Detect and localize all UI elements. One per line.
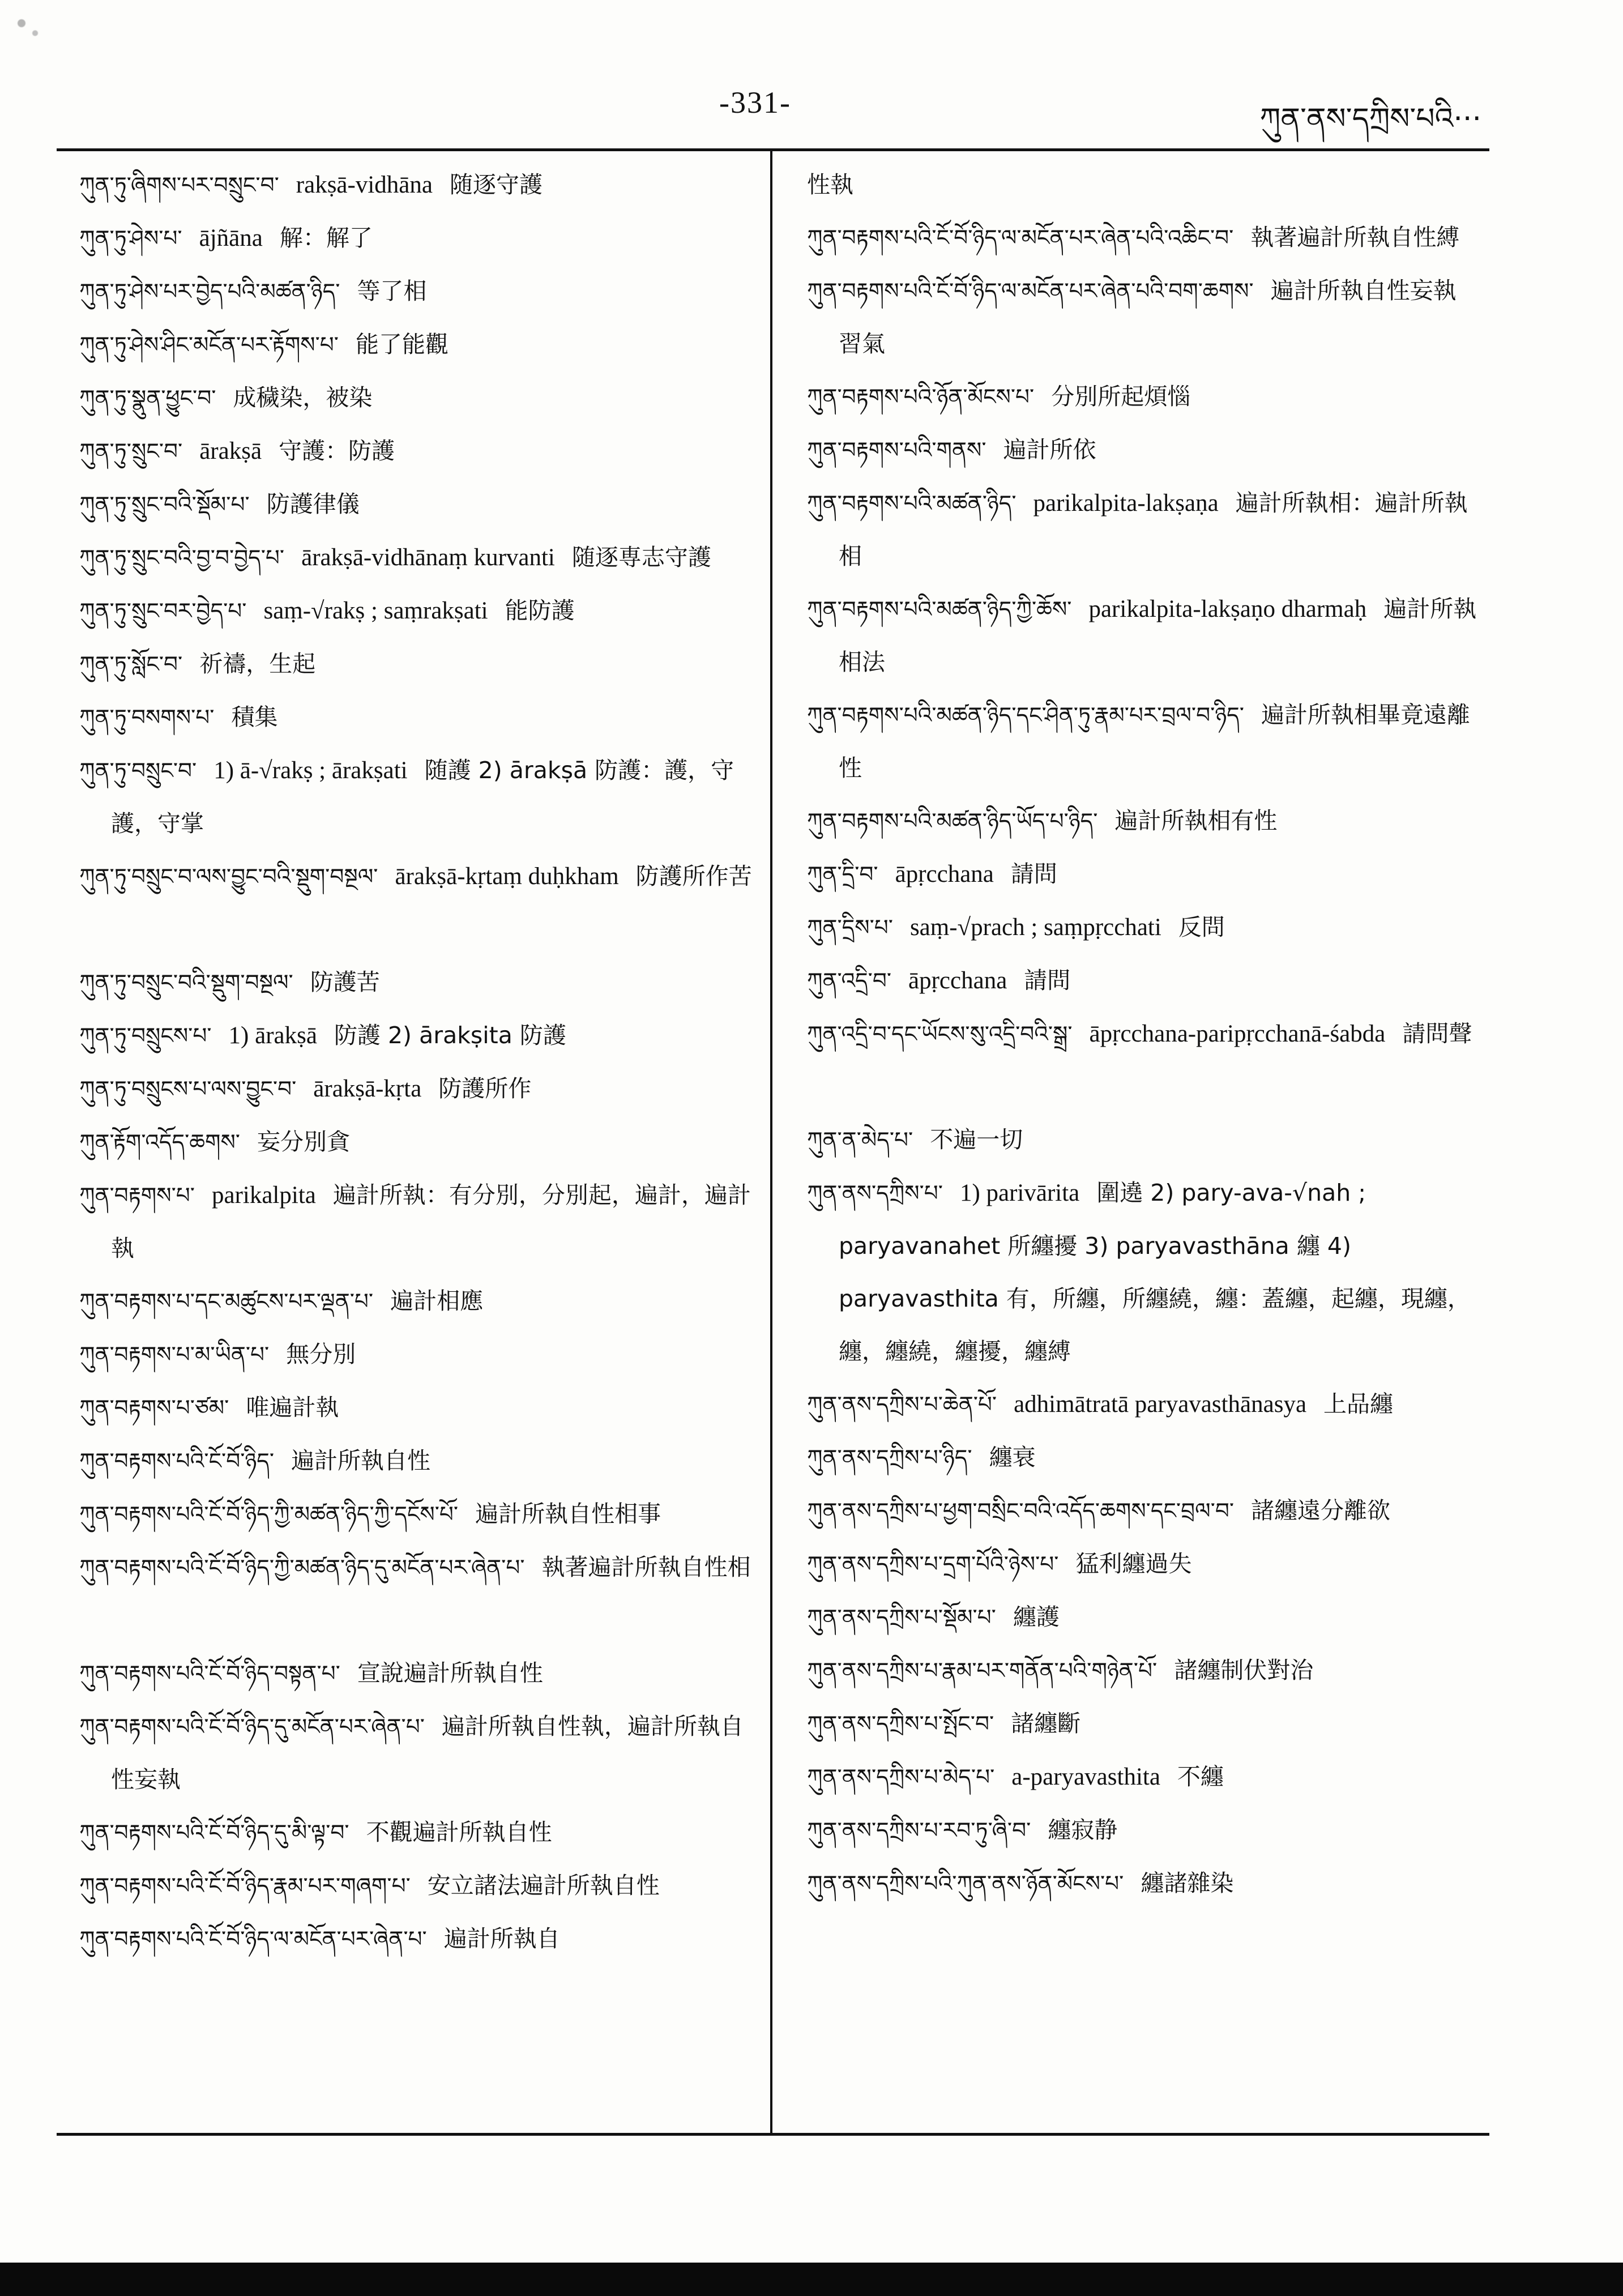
chinese-gloss: 安立諸法遍計所執自性 bbox=[427, 1872, 660, 1899]
dictionary-entry bbox=[807, 1167, 1478, 1378]
dictionary-entry bbox=[79, 212, 756, 265]
dictionary-entry bbox=[79, 638, 756, 691]
tibetan-headword: ཀུན་ནས་དཀྲིས་པ་སྡོམ་པ་ bbox=[807, 1605, 996, 1631]
dictionary-entry bbox=[79, 1381, 756, 1435]
tibetan-headword: ཀུན་བརྟགས་པའི་ངོ་བོ་ཉིད་ཀྱི་མཚན་ཉིད་དུ་མངོན་པར་ཞེན་པ་ bbox=[79, 1555, 525, 1581]
tibetan-headword: ཀུན་ནས་དཀྲིས་པ་ཆེན་པོ་ bbox=[807, 1392, 997, 1418]
tibetan-headword: ཀུན་རྟོག་འདོད་ཆགས་ bbox=[79, 1130, 240, 1155]
tibetan-headword: ཀུན་ཏུ་སྲུང་བར་བྱེད་པ་ bbox=[79, 599, 247, 624]
right-column bbox=[807, 159, 1478, 1910]
chinese-gloss: 随逐専志守護 bbox=[571, 544, 711, 571]
dictionary-entry bbox=[807, 1751, 1478, 1804]
tibetan-headword: ཀུན་འདྲི་བ་ bbox=[807, 968, 892, 994]
chinese-gloss: 纏護 bbox=[1013, 1603, 1060, 1631]
dictionary-entry bbox=[79, 1806, 756, 1859]
chinese-gloss: 遍計所執自 bbox=[443, 1925, 560, 1952]
left-column bbox=[79, 159, 756, 1966]
sanskrit-equivalent: 1) ārakṣā bbox=[228, 1022, 317, 1049]
tibetan-headword: ཀུན་ནས་དཀྲིས་པ་རབ་ཏུ་ཞི་བ་ bbox=[807, 1818, 1031, 1843]
dictionary-entry bbox=[807, 1008, 1478, 1113]
chinese-gloss: 妄分別貪 bbox=[257, 1128, 350, 1155]
dictionary-entry bbox=[807, 583, 1478, 689]
dictionary-entry bbox=[79, 1647, 756, 1700]
chinese-gloss: 上品纏 bbox=[1323, 1390, 1394, 1418]
dictionary-entry bbox=[79, 531, 756, 584]
dictionary-entry bbox=[807, 370, 1478, 424]
page-number: -331- bbox=[719, 86, 791, 120]
chinese-gloss: 請問聲 bbox=[1402, 1020, 1472, 1047]
tibetan-headword: ཀུན་བརྟགས་པའི་མཚན་ཉིད་ bbox=[807, 491, 1016, 517]
chinese-gloss: 不觀遍計所執自性 bbox=[366, 1819, 552, 1846]
tibetan-headword: ཀུན་ནས་དཀྲིས་པ་རྣམ་པར་གནོན་པའི་གཉེན་པོ་ bbox=[807, 1658, 1158, 1684]
sanskrit-equivalent: 1) ā-√rakṣ ; ārakṣati bbox=[213, 757, 408, 784]
chinese-gloss: 請問 bbox=[1010, 860, 1057, 887]
chinese-gloss: 纏寂静 bbox=[1048, 1816, 1118, 1843]
dictionary-entry bbox=[807, 1484, 1478, 1538]
sanskrit-equivalent: saṃ-√rakṣ ; saṃrakṣati bbox=[263, 598, 488, 624]
tibetan-headword: ཀུན་དྲིས་པ་ bbox=[807, 915, 893, 941]
dictionary-entry bbox=[79, 1116, 756, 1169]
chinese-gloss: 随逐守護 bbox=[449, 171, 543, 198]
tibetan-headword: ཀུན་བརྟགས་པའི་ངོ་བོ་ཉིད་ལ་མངོན་པར་ཞེན་པའི་བག་ཆགས་ bbox=[807, 279, 1254, 304]
dictionary-entry bbox=[79, 1328, 756, 1381]
chinese-gloss: 執著遍計所執自性相 bbox=[541, 1554, 751, 1581]
tibetan-headword: ཀུན་ཏུ་ཤེས་པ་ bbox=[79, 226, 182, 251]
tibetan-headword: ཀུན་བརྟགས་པའི་མཚན་ཉིད་ཀྱི་ཆོས་ bbox=[807, 597, 1072, 622]
tibetan-headword: ཀུན་དྲི་བ་ bbox=[807, 862, 878, 887]
chinese-gloss: 遍計所執自性執，遍計所執自性妄執 bbox=[111, 1713, 744, 1793]
dictionary-entry bbox=[79, 372, 756, 425]
chinese-gloss: 圍遶 2) pary-ava-√nah ; paryavanahet 所纏擾 3) paryavasthāna 纏 4) paryavasthita 有，所纏，所纏繞，纏：蓋纏，起纏，現纏，纏，纏繞，纏擾，纏縛 bbox=[839, 1179, 1471, 1365]
dictionary-entry bbox=[807, 1644, 1478, 1697]
tibetan-headword: ཀུན་ཏུ་སྲུང་བའི་སྡོམ་པ་ bbox=[79, 492, 250, 518]
tibetan-headword: ཀུན་བརྟགས་པ་ཙམ་ bbox=[79, 1395, 229, 1421]
chinese-gloss: 遍計所執相：遍計所執相 bbox=[839, 489, 1468, 570]
dictionary-entry bbox=[79, 1700, 756, 1806]
chinese-gloss: 遍計所執相有性 bbox=[1114, 807, 1278, 834]
tibetan-headword: ཀུན་ཏུ་ཤེས་ཤིང་མངོན་པར་རྟོགས་པ་ bbox=[79, 332, 339, 358]
dictionary-entry bbox=[79, 1541, 756, 1647]
sanskrit-equivalent: a-paryavasthita bbox=[1011, 1764, 1160, 1790]
dictionary-entry bbox=[807, 795, 1478, 848]
chinese-gloss: 執著遍計所執自性縛 bbox=[1250, 224, 1460, 251]
dictionary-entry bbox=[79, 744, 756, 850]
sanskrit-equivalent: parikalpita bbox=[211, 1182, 316, 1209]
chinese-gloss: 成穢染，被染 bbox=[233, 384, 373, 411]
sanskrit-equivalent: 1) parivārita bbox=[959, 1180, 1080, 1206]
tibetan-headword: ཀུན་ཏུ་ཞིགས་པར་བསྲུང་བ་ bbox=[79, 173, 279, 198]
chinese-gloss: 不遍一切 bbox=[930, 1126, 1023, 1153]
chinese-gloss: 遍計所執：有分別，分別起，遍計，遍計執 bbox=[111, 1181, 751, 1262]
chinese-gloss: 防護 2) ārakṣita 防護 bbox=[334, 1022, 566, 1049]
chinese-gloss: 性執 bbox=[807, 171, 853, 198]
tibetan-headword: ཀུན་ནས་དཀྲིས་པ་ bbox=[807, 1181, 943, 1206]
footer-rule bbox=[57, 2133, 1489, 2136]
dictionary-entry bbox=[79, 1275, 756, 1328]
tibetan-headword: ཀུན་ན་མེད་པ་ bbox=[807, 1128, 913, 1153]
chinese-gloss: 等了相 bbox=[357, 278, 427, 305]
dictionary-entry bbox=[807, 1697, 1478, 1751]
dictionary-entry bbox=[79, 691, 756, 744]
chinese-gloss: 纏衰 bbox=[989, 1444, 1036, 1471]
chinese-gloss: 積集 bbox=[231, 703, 278, 731]
chinese-gloss: 唯遍計執 bbox=[246, 1394, 339, 1421]
tibetan-headword: ཀུན་བརྟགས་པའི་ངོ་བོ་ཉིད་ཀྱི་མཚན་ཉིད་ཀྱི་དངོས་པོ་ bbox=[79, 1502, 459, 1527]
tibetan-headword: ཀུན་ཏུ་སྲུང་བའི་བྱ་བ་བྱེད་པ་ bbox=[79, 545, 285, 571]
chinese-gloss: 宣說遍計所執自性 bbox=[357, 1659, 543, 1687]
chinese-gloss: 諸纏斷 bbox=[1011, 1710, 1081, 1737]
chinese-gloss: 諸纏遠分離欲 bbox=[1251, 1497, 1391, 1524]
scan-edge-bar bbox=[0, 2263, 1623, 2296]
tibetan-headword: ཀུན་བརྟགས་པའི་ཉོན་མོངས་པ་ bbox=[807, 385, 1035, 410]
dictionary-entry bbox=[807, 689, 1478, 795]
dictionary-entry bbox=[807, 954, 1478, 1008]
chinese-gloss: 能了能觀 bbox=[355, 331, 449, 358]
chinese-gloss: 纏諸雜染 bbox=[1141, 1870, 1234, 1897]
chinese-gloss: 遍計所執自性相事 bbox=[475, 1500, 661, 1527]
sanskrit-equivalent: adhimātratā paryavasthānasya bbox=[1014, 1391, 1307, 1418]
dictionary-entry bbox=[79, 265, 756, 318]
chinese-gloss: 随護 2) ārakṣā 防護：護，守護，守掌 bbox=[111, 757, 734, 837]
sanskrit-equivalent: āpṛcchana bbox=[908, 967, 1007, 994]
dictionary-entry bbox=[79, 1488, 756, 1541]
tibetan-headword: ཀུན་བརྟགས་པའི་མཚན་ཉིད་དང་ཤིན་ཏུ་རྣམ་པར་བྲལ་བ་ཉིད་ bbox=[807, 703, 1244, 728]
sanskrit-equivalent: ārakṣā-vidhānaṃ kurvanti bbox=[301, 544, 555, 571]
chinese-gloss: 猛利纏過失 bbox=[1075, 1550, 1192, 1577]
tibetan-headword: ཀུན་བརྟགས་པ་དང་མཚུངས་པར་ལྡན་པ་ bbox=[79, 1289, 374, 1315]
tibetan-headword: ཀུན་ནས་དཀྲིས་པ་ཕྱག་བསྲིང་བའི་འདོད་ཆགས་དང་བྲལ་བ་ bbox=[807, 1499, 1235, 1524]
dictionary-entry bbox=[807, 477, 1478, 583]
tibetan-headword: ཀུན་བརྟགས་པའི་མཚན་ཉིད་ཡོད་པ་ཉིད་ bbox=[807, 809, 1098, 834]
dictionary-entry bbox=[807, 901, 1478, 954]
dictionary-entry bbox=[79, 584, 756, 638]
tibetan-headword: ཀུན་ཏུ་ཤེས་པར་བྱེད་པའི་མཚན་ཉིད་ bbox=[79, 279, 340, 305]
tibetan-headword: ཀུན་ཏུ་སྣུན་ཕྱུང་བ་ bbox=[79, 386, 216, 411]
tibetan-headword: ཀུན་བརྟགས་པའི་ངོ་བོ་ཉིད་བསྟན་པ་ bbox=[79, 1661, 340, 1687]
chinese-gloss: 遍計所依 bbox=[1003, 436, 1096, 463]
dictionary-entry bbox=[79, 1009, 756, 1062]
tibetan-headword: ཀུན་བརྟགས་པའི་ངོ་བོ་ཉིད་དུ་མངོན་པར་ཞེན་པ་ bbox=[79, 1714, 425, 1740]
sanskrit-equivalent: parikalpita-lakṣaṇo dharmaḥ bbox=[1088, 596, 1367, 622]
dictionary-entry bbox=[807, 1804, 1478, 1857]
dictionary-entry bbox=[807, 159, 1478, 211]
tibetan-headword: ཀུན་ནས་དཀྲིས་པ་སྤོང་བ་ bbox=[807, 1712, 994, 1737]
chinese-gloss: 遍計所執自性妄執習氣 bbox=[839, 277, 1457, 357]
tibetan-headword: ཀུན་ཏུ་བསྲུང་བ་ bbox=[79, 758, 197, 784]
dictionary-entry bbox=[79, 956, 756, 1009]
dictionary-entry bbox=[79, 159, 756, 212]
tibetan-headword: ཀུན་ཏུ་བསྲུངས་པ་ལས་བྱུང་བ་ bbox=[79, 1077, 297, 1102]
tibetan-headword: ཀུན་ཏུ་བསྲུང་བའི་སྡུག་བསྔལ་ bbox=[79, 970, 293, 996]
dictionary-entry bbox=[79, 850, 756, 956]
dictionary-entry bbox=[79, 1169, 756, 1275]
chinese-gloss: 防護所作苦 bbox=[635, 863, 752, 890]
chinese-gloss: 守護：防護 bbox=[279, 437, 395, 464]
tibetan-headword: ཀུན་ཏུ་སྲུང་བ་ bbox=[79, 439, 183, 464]
dictionary-entry bbox=[807, 424, 1478, 477]
chinese-gloss: 遍計所執自性 bbox=[291, 1447, 431, 1474]
sanskrit-equivalent: āpṛcchana-paripṛcchanā-śabda bbox=[1089, 1021, 1386, 1047]
dictionary-entry bbox=[807, 211, 1478, 264]
dictionary-entry bbox=[79, 425, 756, 478]
tibetan-headword: ཀུན་བརྟགས་པའི་གནས་ bbox=[807, 438, 986, 463]
tibetan-headword: ཀུན་བརྟགས་པའི་ངོ་བོ་ཉིད་དུ་མི་ལྟ་བ་ bbox=[79, 1820, 349, 1846]
tibetan-headword: ཀུན་ཏུ་སློང་བ་ bbox=[79, 652, 183, 677]
sanskrit-equivalent: ājñāna bbox=[199, 225, 263, 251]
chinese-gloss: 不纏 bbox=[1177, 1763, 1224, 1790]
chinese-gloss: 防護律儀 bbox=[266, 490, 360, 518]
dictionary-entry bbox=[807, 1538, 1478, 1591]
chinese-gloss: 遍計所執相畢竟遠離性 bbox=[839, 701, 1470, 782]
tibetan-headword: ཀུན་འདྲི་བ་དང་ཡོངས་སུ་འདྲི་བའི་སྒྲ་ bbox=[807, 1022, 1073, 1047]
dictionary-entry bbox=[807, 1857, 1478, 1910]
column-divider bbox=[770, 148, 772, 2134]
dictionary-entry bbox=[79, 1435, 756, 1488]
sanskrit-equivalent: parikalpita-lakṣaṇa bbox=[1033, 490, 1219, 517]
tibetan-headword: ཀུན་བརྟགས་པའི་ངོ་བོ་ཉིད་ལ་མངོན་པར་ཞེན་པ་ bbox=[79, 1927, 427, 1952]
chinese-gloss: 防護所作 bbox=[438, 1075, 532, 1102]
chinese-gloss: 遍計相應 bbox=[390, 1287, 484, 1315]
tibetan-headword: ཀུན་བརྟགས་པའི་ངོ་བོ་ཉིད་ bbox=[79, 1449, 275, 1474]
chinese-gloss: 反問 bbox=[1178, 914, 1225, 941]
dictionary-entry bbox=[79, 1062, 756, 1116]
chinese-gloss: 請問 bbox=[1024, 967, 1071, 994]
dictionary-entry bbox=[807, 264, 1478, 370]
running-head: ཀུན་ནས་དཀྲིས་པའི··· bbox=[1259, 102, 1481, 136]
tibetan-headword: ཀུན་བརྟགས་པའི་ངོ་བོ་ཉིད་རྣམ་པར་གཞག་པ་ bbox=[79, 1873, 411, 1899]
dictionary-entry bbox=[807, 1378, 1478, 1431]
sanskrit-equivalent: āpṛcchana bbox=[895, 861, 994, 887]
sanskrit-equivalent: ārakṣā-kṛtaṃ duḥkham bbox=[395, 863, 619, 890]
chinese-gloss: 遍計所執相法 bbox=[839, 595, 1477, 676]
tibetan-headword: ཀུན་ནས་དཀྲིས་པ་དྲག་པོའི་ཉེས་པ་ bbox=[807, 1552, 1059, 1577]
tibetan-headword: ཀུན་ཏུ་བསྲུངས་པ་ bbox=[79, 1023, 212, 1049]
dictionary-entry bbox=[807, 848, 1478, 901]
chinese-gloss: 無分別 bbox=[286, 1341, 356, 1368]
tibetan-headword: ཀུན་ནས་དཀྲིས་པ་མེད་པ་ bbox=[807, 1765, 995, 1790]
sanskrit-equivalent: rakṣā-vidhāna bbox=[296, 172, 433, 198]
dictionary-entry bbox=[79, 478, 756, 531]
tibetan-headword: ཀུན་བརྟགས་པ་ bbox=[79, 1183, 195, 1209]
sanskrit-equivalent: ārakṣā-kṛta bbox=[313, 1076, 422, 1102]
dictionary-entry bbox=[807, 1113, 1478, 1167]
sanskrit-equivalent: ārakṣā bbox=[199, 438, 262, 464]
dictionary-entry bbox=[79, 1913, 756, 1966]
chinese-gloss: 諸纏制伏對治 bbox=[1174, 1657, 1314, 1684]
tibetan-headword: ཀུན་བརྟགས་པ་མ་ཡིན་པ་ bbox=[79, 1342, 270, 1368]
scan-speck bbox=[11, 11, 45, 51]
dictionary-entry bbox=[79, 318, 756, 372]
tibetan-headword: ཀུན་ཏུ་བསགས་པ་ bbox=[79, 705, 215, 731]
tibetan-headword: ཀུན་ནས་དཀྲིས་པ་ཉིད་ bbox=[807, 1445, 972, 1471]
tibetan-headword: ཀུན་ནས་དཀྲིས་པའི་ཀུན་ནས་ཉོན་མོངས་པ་ bbox=[807, 1871, 1124, 1897]
sanskrit-equivalent: saṃ-√prach ; saṃpṛcchati bbox=[909, 914, 1161, 941]
chinese-gloss: 能防護 bbox=[505, 597, 575, 624]
dictionary-entry bbox=[807, 1431, 1478, 1484]
dictionary-entry bbox=[807, 1591, 1478, 1644]
tibetan-headword: ཀུན་བརྟགས་པའི་ངོ་བོ་ཉིད་ལ་མངོན་པར་ཞེན་པའི་འཆིང་བ་ bbox=[807, 225, 1234, 251]
chinese-gloss: 防護苦 bbox=[310, 968, 380, 996]
tibetan-headword: ཀུན་ཏུ་བསྲུང་བ་ལས་བྱུང་བའི་སྡུག་བསྔལ་ bbox=[79, 864, 378, 890]
chinese-gloss: 分別所起煩惱 bbox=[1051, 383, 1191, 410]
chinese-gloss: 祈禱，生起 bbox=[199, 650, 316, 677]
header-rule bbox=[57, 148, 1489, 151]
dictionary-entry bbox=[79, 1859, 756, 1913]
chinese-gloss: 解：解了 bbox=[279, 224, 373, 251]
